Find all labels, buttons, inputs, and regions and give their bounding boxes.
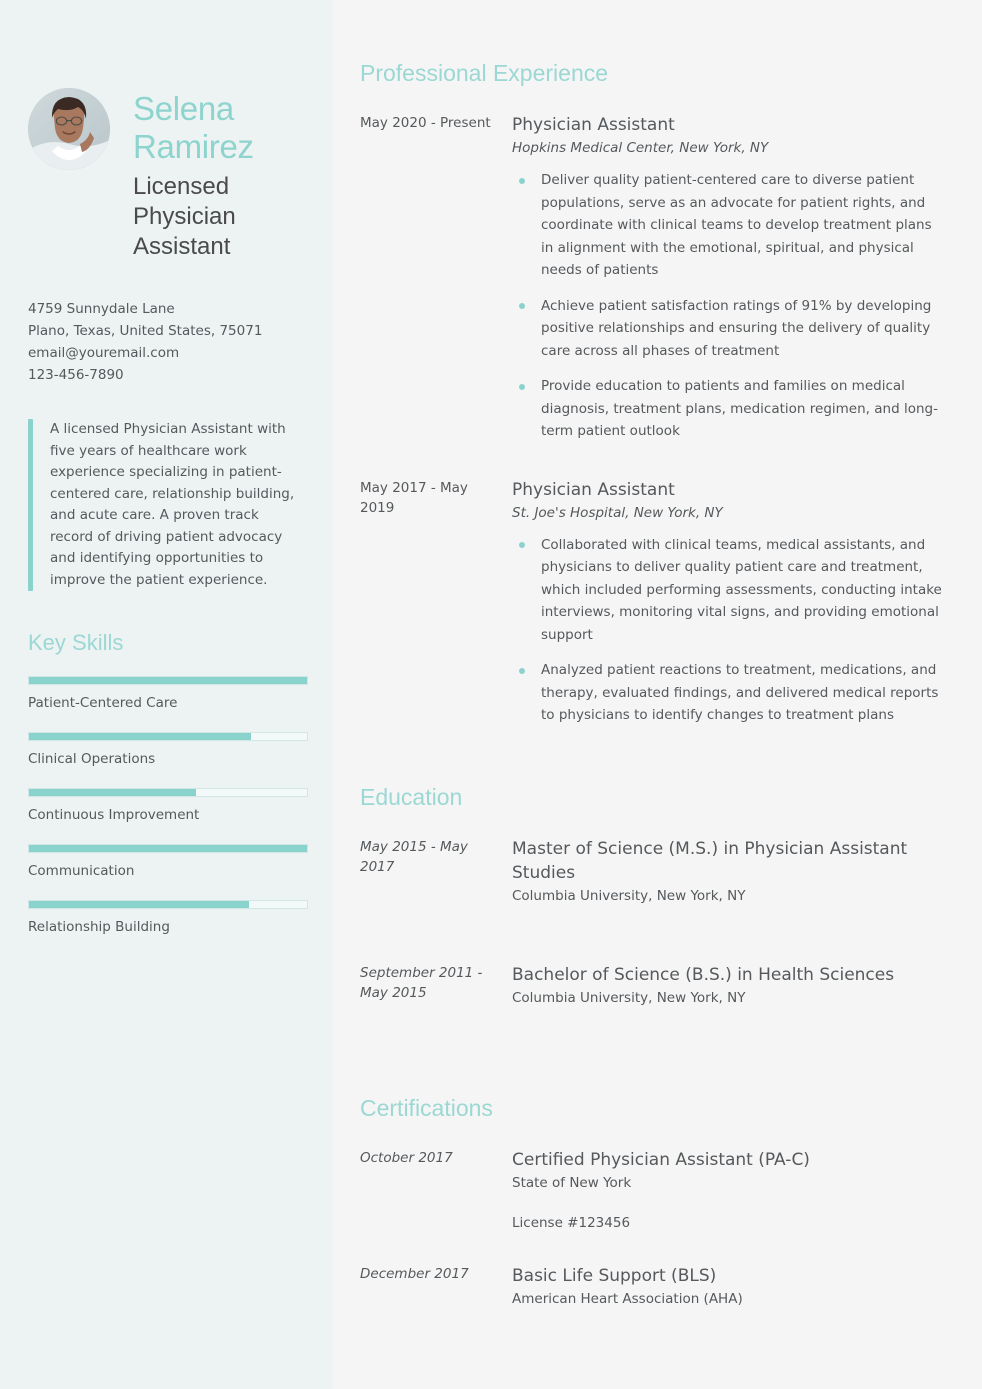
contact-city-state-zip: Plano, Texas, United States, 75071: [28, 323, 263, 339]
bullet-item: Provide education to patients and families on medical diagnosis, treatment plans, medication regimen, and long-term patient outlook: [512, 375, 947, 443]
name-block: [133, 88, 254, 262]
experience-org: Hopkins Medical Center, New York, NY: [512, 140, 769, 156]
certifications-heading: Certifications: [360, 1094, 493, 1121]
education-entry: [360, 837, 947, 907]
experience-entry: [360, 478, 947, 740]
sidebar: [0, 0, 333, 1389]
skill-progress-track: [28, 676, 308, 685]
summary-accent-bar: [28, 419, 33, 591]
role-line-1: Licensed: [133, 173, 230, 200]
certification-issuer: State of New York: [512, 1174, 632, 1191]
skill-label: Communication: [28, 863, 135, 879]
contact-email[interactable]: email@youremail.com: [28, 345, 180, 361]
skill-label: Relationship Building: [28, 919, 170, 935]
education-entry: [360, 963, 947, 1009]
experience-date: May 2017 - May 2019: [360, 479, 468, 516]
summary-block: [28, 419, 305, 591]
experience-title: Physician Assistant: [512, 479, 675, 500]
skill-item: [28, 732, 305, 768]
certification-issuer: American Heart Association (AHA): [512, 1290, 743, 1307]
bullet-item: Analyzed patient reactions to treatment, medications, and therapy, evaluated findings, and delivered medical reports to physicians to identify changes to treatment plans: [512, 659, 947, 727]
summary-text: A licensed Physician Assistant with five years of healthcare work experience specializing in patient-centered care, relationship building, and acute care. A proven track record of driving patient advocacy and identifying opportunities to improve the patient experience.: [50, 421, 295, 588]
experience-org: St. Joe's Hospital, New York, NY: [512, 504, 723, 521]
education-date: September 2011 - May 2015: [360, 964, 483, 1001]
skill-label: Clinical Operations: [28, 751, 156, 767]
experience-date: May 2020 - Present: [360, 115, 491, 131]
section-education: [360, 784, 947, 1009]
bullet-item: Deliver quality patient-centered care to diverse patient populations, serve as an advocate for patient rights, and coordinate with clinical teams to develop treatment plans in alignment with the emotional, spiritual, and physical needs of patients: [512, 169, 947, 282]
skill-progress-fill: [29, 677, 307, 684]
section-professional-experience: [360, 60, 947, 740]
skill-item: [28, 676, 305, 712]
contact-street: 4759 Sunnydale Lane: [28, 301, 175, 317]
education-date: May 2015 - May 2017: [360, 838, 468, 875]
contact-block: [28, 298, 305, 386]
skill-progress-track: [28, 732, 308, 741]
education-school: Columbia University, New York, NY: [512, 989, 746, 1006]
skills-list: [28, 676, 305, 936]
skill-progress-fill: [29, 845, 307, 852]
skill-progress-fill: [29, 789, 196, 796]
skill-label: Patient-Centered Care: [28, 695, 178, 711]
certification-license: License #123456: [512, 1214, 631, 1231]
bullet-item: Collaborated with clinical teams, medical assistants, and physicians to deliver quality patient care and treatment, which included performing assessments, conducting intake interviews, monitoring vital signs, and providing emotional support: [512, 534, 947, 647]
skill-progress-track: [28, 900, 308, 909]
main-column: [333, 0, 982, 1389]
identity-block: [28, 88, 305, 262]
role-line-2: Physician: [133, 203, 236, 230]
experience-bullets: [512, 534, 947, 727]
skill-label: Continuous Improvement: [28, 807, 200, 823]
skill-item: [28, 844, 305, 880]
role-line-3: Assistant: [133, 233, 231, 260]
education-school: Columbia University, New York, NY: [512, 887, 746, 904]
skill-progress-fill: [29, 901, 249, 908]
experience-entry: [360, 113, 947, 456]
experience-bullets: [512, 169, 947, 443]
certification-date: October 2017: [360, 1149, 453, 1166]
experience-heading: Professional Experience: [360, 60, 609, 86]
skill-progress-track: [28, 788, 308, 797]
certification-title: Certified Physician Assistant (PA-C): [512, 1149, 810, 1170]
education-degree: Bachelor of Science (B.S.) in Health Sciences: [512, 964, 895, 985]
bullet-item: Achieve patient satisfaction ratings of 91% by developing positive relationships and ensuring the delivery of quality care across all phases of treatment: [512, 295, 947, 363]
skill-item: [28, 788, 305, 824]
certification-entry: [360, 1264, 947, 1310]
education-degree: Master of Science (M.S.) in Physician Assistant Studies: [512, 838, 908, 883]
skill-item: [28, 900, 305, 936]
skill-progress-fill: [29, 733, 251, 740]
contact-phone[interactable]: 123-456-7890: [28, 367, 124, 383]
key-skills-heading: Key Skills: [28, 630, 124, 655]
certification-entry: [360, 1148, 947, 1234]
last-name: Ramirez: [133, 128, 254, 165]
section-certifications: [360, 1095, 947, 1310]
certification-title: Basic Life Support (BLS): [512, 1265, 717, 1286]
first-name: Selena: [133, 90, 234, 127]
skill-progress-track: [28, 844, 308, 853]
education-heading: Education: [360, 783, 463, 810]
avatar: [28, 88, 110, 170]
certification-date: December 2017: [360, 1265, 469, 1282]
experience-title: Physician Assistant: [512, 115, 675, 135]
